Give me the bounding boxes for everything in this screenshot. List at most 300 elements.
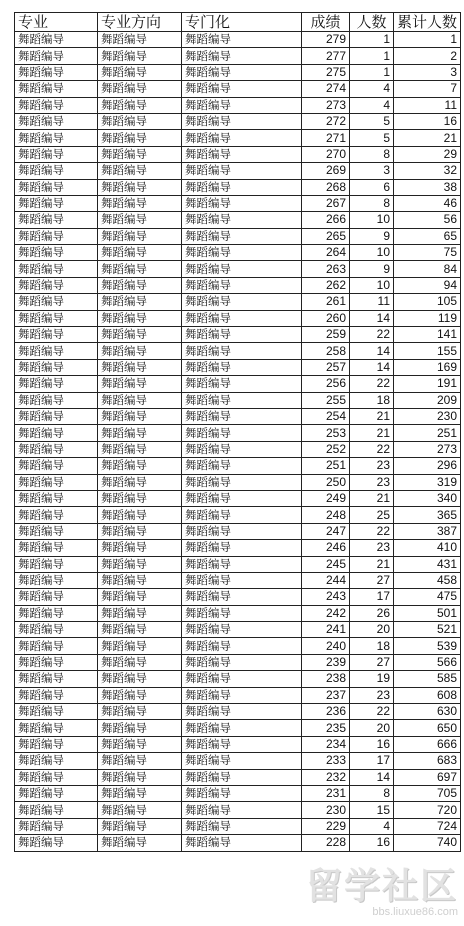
cell-major: 舞蹈编导	[15, 769, 98, 785]
cell-major-direction: 舞蹈编导	[98, 81, 182, 97]
cell-major: 舞蹈编导	[15, 228, 98, 244]
cell-count: 4	[350, 81, 394, 97]
cell-major-direction: 舞蹈编导	[98, 425, 182, 441]
cell-major: 舞蹈编导	[15, 277, 98, 293]
cell-cumulative-count: 296	[394, 458, 461, 474]
cell-major-direction: 舞蹈编导	[98, 163, 182, 179]
cell-score: 236	[302, 704, 350, 720]
cell-score: 245	[302, 556, 350, 572]
cell-major-direction: 舞蹈编导	[98, 32, 182, 48]
cell-major: 舞蹈编导	[15, 458, 98, 474]
cell-count: 4	[350, 818, 394, 834]
cell-major: 舞蹈编导	[15, 408, 98, 424]
cell-major: 舞蹈编导	[15, 753, 98, 769]
table-row	[15, 736, 461, 752]
cell-score: 268	[302, 179, 350, 195]
cell-cumulative-count: 7	[394, 81, 461, 97]
table-row	[15, 212, 461, 228]
table-row	[15, 195, 461, 211]
cell-specialization: 舞蹈编导	[182, 458, 302, 474]
cell-major-direction: 舞蹈编导	[98, 638, 182, 654]
cell-score: 271	[302, 130, 350, 146]
cell-specialization: 舞蹈编导	[182, 540, 302, 556]
cell-cumulative-count: 141	[394, 327, 461, 343]
cell-major: 舞蹈编导	[15, 802, 98, 818]
cell-specialization: 舞蹈编导	[182, 818, 302, 834]
cell-cumulative-count: 720	[394, 802, 461, 818]
cell-major-direction: 舞蹈编导	[98, 704, 182, 720]
cell-count: 15	[350, 802, 394, 818]
table-row	[15, 48, 461, 64]
cell-specialization: 舞蹈编导	[182, 671, 302, 687]
cell-specialization: 舞蹈编导	[182, 392, 302, 408]
cell-specialization: 舞蹈编导	[182, 802, 302, 818]
cell-major: 舞蹈编导	[15, 81, 98, 97]
cell-score: 228	[302, 835, 350, 851]
cell-major: 舞蹈编导	[15, 818, 98, 834]
cell-major: 舞蹈编导	[15, 48, 98, 64]
cell-score: 279	[302, 32, 350, 48]
cell-count: 6	[350, 179, 394, 195]
table-row	[15, 671, 461, 687]
cell-major: 舞蹈编导	[15, 589, 98, 605]
cell-count: 18	[350, 638, 394, 654]
table-row	[15, 458, 461, 474]
cell-specialization: 舞蹈编导	[182, 490, 302, 506]
cell-major-direction: 舞蹈编导	[98, 458, 182, 474]
cell-count: 21	[350, 408, 394, 424]
cell-specialization: 舞蹈编导	[182, 64, 302, 80]
cell-cumulative-count: 539	[394, 638, 461, 654]
table-row	[15, 113, 461, 129]
cell-score: 233	[302, 753, 350, 769]
cell-specialization: 舞蹈编导	[182, 835, 302, 851]
cell-count: 9	[350, 228, 394, 244]
cell-major-direction: 舞蹈编导	[98, 441, 182, 457]
cell-cumulative-count: 1	[394, 32, 461, 48]
table-row	[15, 818, 461, 834]
cell-cumulative-count: 75	[394, 245, 461, 261]
cell-score: 232	[302, 769, 350, 785]
cell-specialization: 舞蹈编导	[182, 622, 302, 638]
cell-cumulative-count: 566	[394, 654, 461, 670]
cell-count: 21	[350, 490, 394, 506]
cell-major: 舞蹈编导	[15, 261, 98, 277]
cell-major-direction: 舞蹈编导	[98, 605, 182, 621]
cell-score: 255	[302, 392, 350, 408]
cell-major: 舞蹈编导	[15, 130, 98, 146]
cell-score: 263	[302, 261, 350, 277]
cell-score: 264	[302, 245, 350, 261]
cell-major: 舞蹈编导	[15, 376, 98, 392]
cell-cumulative-count: 724	[394, 818, 461, 834]
cell-major-direction: 舞蹈编导	[98, 376, 182, 392]
cell-count: 22	[350, 327, 394, 343]
cell-cumulative-count: 46	[394, 195, 461, 211]
cell-cumulative-count: 119	[394, 310, 461, 326]
cell-count: 14	[350, 769, 394, 785]
table-row	[15, 605, 461, 621]
cell-major-direction: 舞蹈编导	[98, 113, 182, 129]
cell-cumulative-count: 56	[394, 212, 461, 228]
cell-count: 8	[350, 195, 394, 211]
header-score: 成绩	[302, 13, 350, 32]
cell-count: 16	[350, 835, 394, 851]
table-row	[15, 327, 461, 343]
cell-cumulative-count: 365	[394, 507, 461, 523]
table-row	[15, 277, 461, 293]
cell-major: 舞蹈编导	[15, 523, 98, 539]
cell-count: 1	[350, 32, 394, 48]
cell-score: 275	[302, 64, 350, 80]
cell-specialization: 舞蹈编导	[182, 81, 302, 97]
cell-major-direction: 舞蹈编导	[98, 261, 182, 277]
cell-major: 舞蹈编导	[15, 720, 98, 736]
cell-count: 1	[350, 64, 394, 80]
cell-major: 舞蹈编导	[15, 638, 98, 654]
cell-specialization: 舞蹈编导	[182, 507, 302, 523]
cell-major: 舞蹈编导	[15, 540, 98, 556]
cell-score: 237	[302, 687, 350, 703]
cell-major: 舞蹈编导	[15, 97, 98, 113]
table-row	[15, 622, 461, 638]
cell-cumulative-count: 340	[394, 490, 461, 506]
cell-cumulative-count: 16	[394, 113, 461, 129]
header-major: 专业	[15, 13, 98, 32]
cell-cumulative-count: 273	[394, 441, 461, 457]
cell-specialization: 舞蹈编导	[182, 228, 302, 244]
cell-cumulative-count: 650	[394, 720, 461, 736]
cell-cumulative-count: 84	[394, 261, 461, 277]
cell-specialization: 舞蹈编导	[182, 277, 302, 293]
cell-specialization: 舞蹈编导	[182, 720, 302, 736]
table-row	[15, 294, 461, 310]
cell-specialization: 舞蹈编导	[182, 654, 302, 670]
cell-specialization: 舞蹈编导	[182, 408, 302, 424]
cell-score: 250	[302, 474, 350, 490]
cell-major: 舞蹈编导	[15, 245, 98, 261]
cell-major-direction: 舞蹈编导	[98, 130, 182, 146]
cell-major-direction: 舞蹈编导	[98, 359, 182, 375]
cell-major-direction: 舞蹈编导	[98, 556, 182, 572]
table-row	[15, 490, 461, 506]
cell-major: 舞蹈编导	[15, 195, 98, 211]
cell-cumulative-count: 11	[394, 97, 461, 113]
cell-major: 舞蹈编导	[15, 785, 98, 801]
cell-specialization: 舞蹈编导	[182, 294, 302, 310]
cell-cumulative-count: 630	[394, 704, 461, 720]
table-row	[15, 261, 461, 277]
cell-major-direction: 舞蹈编导	[98, 523, 182, 539]
cell-score: 241	[302, 622, 350, 638]
cell-score: 274	[302, 81, 350, 97]
cell-specialization: 舞蹈编导	[182, 327, 302, 343]
cell-count: 16	[350, 736, 394, 752]
cell-major-direction: 舞蹈编导	[98, 753, 182, 769]
header-count: 人数	[350, 13, 394, 32]
cell-cumulative-count: 521	[394, 622, 461, 638]
cell-major-direction: 舞蹈编导	[98, 228, 182, 244]
cell-count: 22	[350, 376, 394, 392]
header-major-direction: 专业方向	[98, 13, 182, 32]
cell-major: 舞蹈编导	[15, 556, 98, 572]
cell-count: 22	[350, 704, 394, 720]
cell-major: 舞蹈编导	[15, 704, 98, 720]
table-row	[15, 130, 461, 146]
cell-score: 260	[302, 310, 350, 326]
cell-major: 舞蹈编导	[15, 212, 98, 228]
cell-major: 舞蹈编导	[15, 441, 98, 457]
cell-count: 23	[350, 540, 394, 556]
table-row	[15, 802, 461, 818]
cell-count: 11	[350, 294, 394, 310]
cell-score: 243	[302, 589, 350, 605]
table-row	[15, 540, 461, 556]
cell-cumulative-count: 608	[394, 687, 461, 703]
table-row	[15, 146, 461, 162]
table-row	[15, 359, 461, 375]
cell-cumulative-count: 65	[394, 228, 461, 244]
cell-count: 22	[350, 441, 394, 457]
cell-major: 舞蹈编导	[15, 343, 98, 359]
cell-count: 10	[350, 277, 394, 293]
cell-major-direction: 舞蹈编导	[98, 736, 182, 752]
cell-cumulative-count: 32	[394, 163, 461, 179]
cell-score: 262	[302, 277, 350, 293]
cell-cumulative-count: 191	[394, 376, 461, 392]
cell-specialization: 舞蹈编导	[182, 48, 302, 64]
cell-major: 舞蹈编导	[15, 359, 98, 375]
table-row	[15, 343, 461, 359]
cell-cumulative-count: 251	[394, 425, 461, 441]
cell-score: 235	[302, 720, 350, 736]
cell-major: 舞蹈编导	[15, 835, 98, 851]
cell-cumulative-count: 410	[394, 540, 461, 556]
cell-specialization: 舞蹈编导	[182, 212, 302, 228]
cell-cumulative-count: 94	[394, 277, 461, 293]
table-body	[15, 32, 461, 852]
cell-count: 3	[350, 163, 394, 179]
cell-major-direction: 舞蹈编导	[98, 48, 182, 64]
cell-major-direction: 舞蹈编导	[98, 327, 182, 343]
cell-cumulative-count: 458	[394, 572, 461, 588]
cell-count: 5	[350, 130, 394, 146]
cell-score: 254	[302, 408, 350, 424]
cell-major: 舞蹈编导	[15, 736, 98, 752]
cell-cumulative-count: 697	[394, 769, 461, 785]
table-row	[15, 769, 461, 785]
cell-specialization: 舞蹈编导	[182, 359, 302, 375]
cell-specialization: 舞蹈编导	[182, 638, 302, 654]
cell-count: 21	[350, 556, 394, 572]
cell-specialization: 舞蹈编导	[182, 605, 302, 621]
cell-count: 27	[350, 572, 394, 588]
cell-specialization: 舞蹈编导	[182, 785, 302, 801]
cell-specialization: 舞蹈编导	[182, 179, 302, 195]
cell-major: 舞蹈编导	[15, 327, 98, 343]
cell-major: 舞蹈编导	[15, 392, 98, 408]
table-row	[15, 163, 461, 179]
cell-score: 273	[302, 97, 350, 113]
cell-count: 8	[350, 146, 394, 162]
cell-cumulative-count: 740	[394, 835, 461, 851]
cell-major-direction: 舞蹈编导	[98, 835, 182, 851]
table-row	[15, 97, 461, 113]
cell-major-direction: 舞蹈编导	[98, 671, 182, 687]
cell-major-direction: 舞蹈编导	[98, 818, 182, 834]
table-row	[15, 753, 461, 769]
cell-specialization: 舞蹈编导	[182, 474, 302, 490]
table-row	[15, 81, 461, 97]
cell-major-direction: 舞蹈编导	[98, 507, 182, 523]
cell-major-direction: 舞蹈编导	[98, 277, 182, 293]
cell-specialization: 舞蹈编导	[182, 97, 302, 113]
cell-count: 21	[350, 425, 394, 441]
cell-score: 234	[302, 736, 350, 752]
cell-score: 272	[302, 113, 350, 129]
cell-major: 舞蹈编导	[15, 572, 98, 588]
cell-specialization: 舞蹈编导	[182, 245, 302, 261]
cell-major: 舞蹈编导	[15, 605, 98, 621]
cell-score: 261	[302, 294, 350, 310]
cell-score: 256	[302, 376, 350, 392]
cell-score: 257	[302, 359, 350, 375]
table-row	[15, 785, 461, 801]
cell-specialization: 舞蹈编导	[182, 146, 302, 162]
cell-major-direction: 舞蹈编导	[98, 310, 182, 326]
cell-count: 10	[350, 212, 394, 228]
table-row	[15, 572, 461, 588]
cell-major: 舞蹈编导	[15, 671, 98, 687]
cell-specialization: 舞蹈编导	[182, 261, 302, 277]
cell-score: 231	[302, 785, 350, 801]
table-row	[15, 835, 461, 851]
cell-cumulative-count: 2	[394, 48, 461, 64]
header-specialization: 专门化	[182, 13, 302, 32]
table-row	[15, 704, 461, 720]
cell-cumulative-count: 38	[394, 179, 461, 195]
cell-major: 舞蹈编导	[15, 507, 98, 523]
cell-score: 238	[302, 671, 350, 687]
cell-count: 14	[350, 343, 394, 359]
table-row	[15, 376, 461, 392]
cell-major: 舞蹈编导	[15, 425, 98, 441]
cell-major-direction: 舞蹈编导	[98, 490, 182, 506]
cell-specialization: 舞蹈编导	[182, 163, 302, 179]
cell-score: 239	[302, 654, 350, 670]
table-row	[15, 441, 461, 457]
cell-count: 8	[350, 785, 394, 801]
cell-score: 230	[302, 802, 350, 818]
cell-specialization: 舞蹈编导	[182, 753, 302, 769]
cell-major: 舞蹈编导	[15, 310, 98, 326]
cell-cumulative-count: 105	[394, 294, 461, 310]
table-row	[15, 179, 461, 195]
cell-specialization: 舞蹈编导	[182, 343, 302, 359]
cell-count: 20	[350, 720, 394, 736]
cell-specialization: 舞蹈编导	[182, 736, 302, 752]
cell-score: 258	[302, 343, 350, 359]
header-cumulative-count: 累计人数	[394, 13, 461, 32]
watermark-logo-text: 留学社区	[305, 866, 458, 907]
cell-major: 舞蹈编导	[15, 146, 98, 162]
cell-major: 舞蹈编导	[15, 64, 98, 80]
cell-count: 18	[350, 392, 394, 408]
header-row	[15, 13, 461, 32]
cell-specialization: 舞蹈编导	[182, 523, 302, 539]
cell-score: 244	[302, 572, 350, 588]
cell-count: 10	[350, 245, 394, 261]
table-row	[15, 589, 461, 605]
cell-specialization: 舞蹈编导	[182, 130, 302, 146]
cell-major: 舞蹈编导	[15, 687, 98, 703]
cell-score: 266	[302, 212, 350, 228]
cell-count: 19	[350, 671, 394, 687]
cell-major-direction: 舞蹈编导	[98, 785, 182, 801]
cell-major-direction: 舞蹈编导	[98, 540, 182, 556]
cell-major-direction: 舞蹈编导	[98, 687, 182, 703]
cell-score: 249	[302, 490, 350, 506]
cell-count: 14	[350, 310, 394, 326]
cell-count: 4	[350, 97, 394, 113]
cell-score: 248	[302, 507, 350, 523]
cell-count: 23	[350, 474, 394, 490]
table-row	[15, 654, 461, 670]
cell-cumulative-count: 155	[394, 343, 461, 359]
cell-major: 舞蹈编导	[15, 490, 98, 506]
cell-major-direction: 舞蹈编导	[98, 64, 182, 80]
cell-cumulative-count: 585	[394, 671, 461, 687]
cell-specialization: 舞蹈编导	[182, 572, 302, 588]
cell-count: 1	[350, 48, 394, 64]
cell-score: 259	[302, 327, 350, 343]
table-row	[15, 720, 461, 736]
table-row	[15, 245, 461, 261]
table-row	[15, 64, 461, 80]
cell-cumulative-count: 230	[394, 408, 461, 424]
cell-score: 265	[302, 228, 350, 244]
table-row	[15, 425, 461, 441]
cell-specialization: 舞蹈编导	[182, 376, 302, 392]
cell-major-direction: 舞蹈编导	[98, 720, 182, 736]
cell-major: 舞蹈编导	[15, 163, 98, 179]
cell-score: 240	[302, 638, 350, 654]
table-row	[15, 638, 461, 654]
cell-major: 舞蹈编导	[15, 474, 98, 490]
cell-major: 舞蹈编导	[15, 179, 98, 195]
cell-count: 22	[350, 523, 394, 539]
score-table	[14, 12, 461, 852]
cell-specialization: 舞蹈编导	[182, 769, 302, 785]
cell-major-direction: 舞蹈编导	[98, 408, 182, 424]
cell-major-direction: 舞蹈编导	[98, 572, 182, 588]
cell-count: 23	[350, 458, 394, 474]
cell-cumulative-count: 501	[394, 605, 461, 621]
cell-cumulative-count: 169	[394, 359, 461, 375]
cell-major-direction: 舞蹈编导	[98, 146, 182, 162]
cell-cumulative-count: 3	[394, 64, 461, 80]
cell-specialization: 舞蹈编导	[182, 113, 302, 129]
cell-specialization: 舞蹈编导	[182, 556, 302, 572]
cell-major-direction: 舞蹈编导	[98, 179, 182, 195]
table-row	[15, 408, 461, 424]
site-watermark	[306, 868, 458, 918]
cell-cumulative-count: 431	[394, 556, 461, 572]
cell-specialization: 舞蹈编导	[182, 589, 302, 605]
watermark-url: bbs.liuxue86.com	[372, 906, 458, 918]
cell-major-direction: 舞蹈编导	[98, 474, 182, 490]
cell-major: 舞蹈编导	[15, 622, 98, 638]
